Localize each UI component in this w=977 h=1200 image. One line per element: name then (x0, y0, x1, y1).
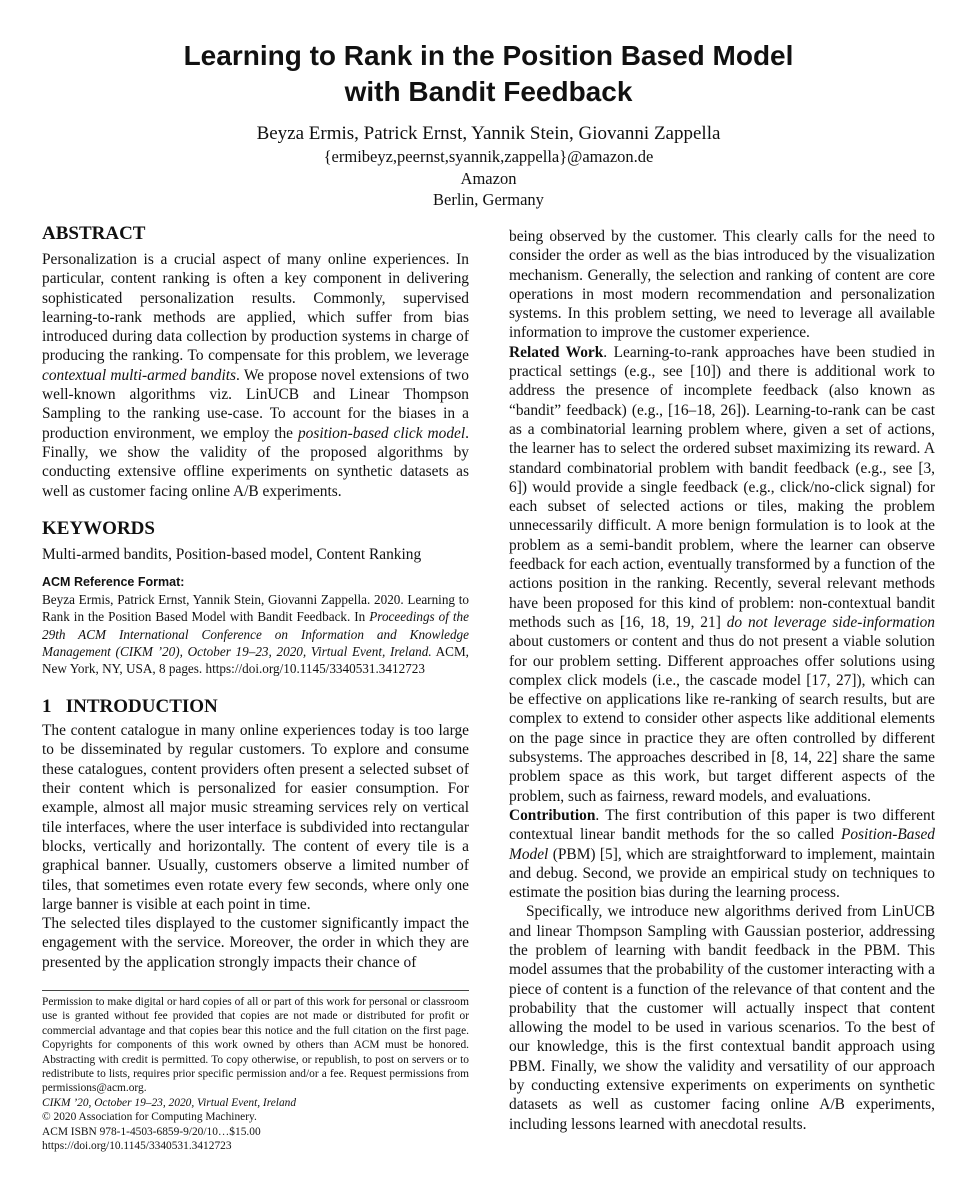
intro-paragraph-2: The selected tiles displayed to the customer significantly impact the engagement with the service. Moreover, the order in which they are presented by the application strongly impacts their chance of (42, 915, 469, 971)
author-emails: {ermibeyz,peernst,syannik,zappella}@amazon.de (323, 147, 654, 166)
copyright-line: © 2020 Association for Computing Machinery. (42, 1111, 257, 1124)
right-paragraph-1: being observed by the customer. This clearly calls for the need to consider the order as well as the bias introduced by the visualization mechanism. Generally, the selection and ranking of content are core operations in most modern recommendation and personalization systems. In this problem setting, we need to leverage all available information to improve the customer experience. (509, 228, 935, 342)
contribution-paragraph: Contribution. The first contribution of this paper is two different contextual linear bandit methods for the so called Position-Based Model (PBM) [5], which are straightforward to implement, maintain and debug. Second, we provide an empirical study on techniques to estimate the position bias during the learning process. (509, 806, 935, 902)
acm-reference-heading: ACM Reference Format: (42, 575, 185, 590)
copyright-footnote (42, 990, 469, 1153)
author-organization: Amazon (460, 169, 517, 188)
left-column (42, 222, 469, 972)
isbn-line: ACM ISBN 978-1-4503-6859-9/20/10…$15.00 (42, 1125, 261, 1138)
acm-reference-text: Beyza Ermis, Patrick Ernst, Yannik Stein, Giovanni Zappella. 2020. Learning to Rank in the Position Based Model with Bandit Feedback. In Proceedings of the 29th ACM International Conference on Information and Knowledge Management (CIKM ’20), October 19–23, 2020, Virtual Event, Ireland. ACM, New York, NY, USA, 8 pages. https://doi.org/10.1145/3340531.3412723 (42, 592, 469, 676)
paper-title (0, 38, 977, 110)
conference-line: CIKM ’20, October 19–23, 2020, Virtual Event, Ireland (42, 1096, 297, 1109)
keywords-text: Multi-armed bandits, Position-based model, Content Ranking (42, 545, 422, 563)
introduction-heading: 1 INTRODUCTION (42, 696, 218, 718)
related-work-label: Related Work (509, 343, 604, 361)
specifically-paragraph: Specifically, we introduce new algorithms derived from LinUCB and linear Thompson Sampling with Gaussian posterior, addressing the problem of learning with bandit feedback in the PBM. This model assumes that the probability of the customer interacting with a piece of content is a function of the relevance of that content and the probability that the customer will actually inspect that content allowing the model to be used in various scenarios. To the best of our knowledge, this is the first contextual bandit approach using PBM. Finally, we show the validity and versatility of our approach by conducting extensive experiments on experiments on synthetic datasets as well as customer facing online A/B experiments, including lessons learned with anecdotal results. (509, 903, 935, 1133)
right-column (509, 227, 935, 1134)
keywords-heading: KEYWORDS (42, 517, 155, 539)
abstract-text: Personalization is a crucial aspect of many online experiences. In particular, content ranking is often a key component in delivering sophisticated personalization results. Commonly, supervised learning-to-rank methods are applied, which suffer from bias introduced during data collection by production systems in charge of producing the ranking. To compensate for this problem, we leverage contextual multi-armed bandits. We propose novel extensions of two well-known algorithms viz. LinUCB and Linear Thompson Sampling to the ranking use-case. To account for the biases in a production environment, we employ the position-based click model. Finally, we show the validity of the proposed algorithms by conducting extensive offline experiments on synthetic datasets as well as customer facing online A/B experiments. (42, 251, 470, 500)
title-line-2: with Bandit Feedback (344, 76, 633, 107)
permission-notice: Permission to make digital or hard copies of all or part of this work for personal or classroom use is granted without fee provided that copies are not made or distributed for profit or commercial advantage and that copies bear this notice and the full citation on the first page. Copyrights for components of this work owned by others than ACM must be honored. Abstracting with credit is permitted. To copy otherwise, or republish, to post on servers or to redistribute to lists, requires prior specific permission and/or a fee. Request permissions from permissions@acm.org. (42, 996, 469, 1095)
author-location: Berlin, Germany (433, 190, 544, 209)
contribution-label: Contribution (509, 806, 596, 824)
intro-paragraph-1: The content catalogue in many online experiences today is too large to be disseminated by regular customers. To explore and consume these catalogues, content providers often present a selected subset of their content which is personalized for easier consumption. For example, almost all major music streaming services rely on vertical tile interfaces, where the user interface is subdivided into rectangular blocks, vertically and horizontally. The content of every tile is a graphical banner. Usually, customers observe a limited number of tiles, that sometimes even rotate every few seconds, where only one large banner is visible at each point in time. (42, 722, 469, 913)
abstract-heading: ABSTRACT (42, 223, 146, 244)
title-line-1: Learning to Rank in the Position Based Model (183, 40, 794, 71)
author-list: Beyza Ermis, Patrick Ernst, Yannik Stein, Giovanni Zappella (256, 123, 721, 144)
related-work-paragraph: Related Work. Learning-to-rank approaches have been studied in practical settings (e.g., see [10]) and there is additional work to address the presence of incomplete feedback (also known as “bandit” feedback) (e.g., [16–18, 26]). Learning-to-rank can be cast as a combinatorial learning problem where, given a set of actions, the learner has to select the ordered subset maximizing its reward. A standard combinatorial problem with bandit feedback (e.g., see [3, 6]) would provide a single feedback (e.g., click/no-click signal) for each subset of selected actions or tiles, making the problem unnecessarily difficult. A more benign formulation is to look at the problem as a semi-bandit problem, where the learner can observe feedback for each action, eventually transformed by a function of the actions position in the ranking. Recently, several relevant methods have been proposed for this kind of problem: non-contextual bandit methods such as [16, 18, 19, 21] do not leverage side-information about customers or content and thus do not present a viable solution for our problem setting. Different approaches offer solutions using complex click models (i.e., the cascade model [17, 27]), which can be effective on applications like re-ranking of search results, but are complex to extend to consider other aspects like additional elements on the page since in practice they are often controlled by different subsystems. The approaches described in [8, 14, 22] share the same problem space as this work, but target different aspects of the problem, such as fairness, reward models, and evaluations. (509, 343, 935, 805)
doi-line: https://doi.org/10.1145/3340531.3412723 (42, 1140, 232, 1153)
